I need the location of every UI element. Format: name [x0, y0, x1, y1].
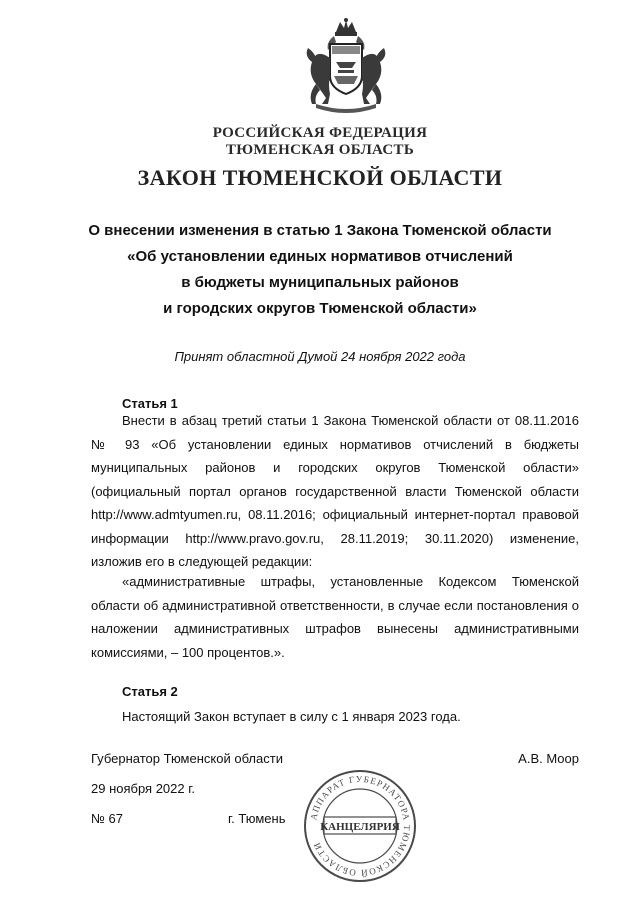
- signing-city: г. Тюмень: [228, 811, 286, 826]
- article-2-paragraph-1: Настоящий Закон вступает в силу с 1 января 2023 года.: [122, 709, 461, 724]
- law-number: № 67: [91, 811, 124, 826]
- title-line: и городских округов Тюменской области»: [163, 300, 477, 317]
- coat-of-arms-icon: [286, 18, 406, 118]
- article-1-paragraph-1: Внести в абзац третий статьи 1 Закона Тюменской области от 08.11.2016 № 93 «Об установлении единых нормативов отчислений в бюджеты муниципальных районов и городских округов Тюменской области» (официальный портал органов государственной власти Тюменской области http://www.admtyumen.ru, 08.11.2016; официальный интернет-портал правовой информации http://www.pravo.gov.ru, 28.11.2019; 30.11.2020) изменение, изложив его в следующей редакции:: [91, 413, 579, 569]
- stamp-ring-text: АППАРАТ ГУБЕРНАТОРА ТЮМЕНСКОЙ ОБЛАСТИ: [308, 773, 413, 879]
- article-1-paragraph-2: «административные штрафы, установленные Кодексом Тюменской области об административной ответственности, в случае если постановления о наложении административных штрафов вынесены административными комиссиями, – 100 процентов.».: [91, 574, 579, 660]
- adoption-note: Принят областной Думой 24 ноября 2022 года: [174, 349, 466, 364]
- title-line: «Об установлении единых нормативов отчислений: [127, 248, 513, 265]
- document-title: [70, 218, 570, 322]
- signing-date: 29 ноября 2022 г.: [91, 781, 195, 796]
- title-line: в бюджеты муниципальных районов: [181, 274, 459, 291]
- federation-heading: РОССИЙСКАЯ ФЕДЕРАЦИЯ: [212, 125, 428, 141]
- signatory-name: А.В. Моор: [518, 751, 579, 766]
- article-2-heading: Статья 2: [122, 684, 178, 699]
- official-stamp-icon: [302, 768, 418, 884]
- article-1-heading: Статья 1: [122, 396, 178, 411]
- law-title: ЗАКОН ТЮМЕНСКОЙ ОБЛАСТИ: [137, 165, 503, 190]
- title-line: О внесении изменения в статью 1 Закона Тюменской области: [88, 222, 552, 239]
- region-heading: ТЮМЕНСКАЯ ОБЛАСТЬ: [225, 142, 415, 158]
- stamp-center-text: КАНЦЕЛЯРИЯ: [320, 821, 400, 833]
- signatory-position: Губернатор Тюменской области: [91, 751, 283, 766]
